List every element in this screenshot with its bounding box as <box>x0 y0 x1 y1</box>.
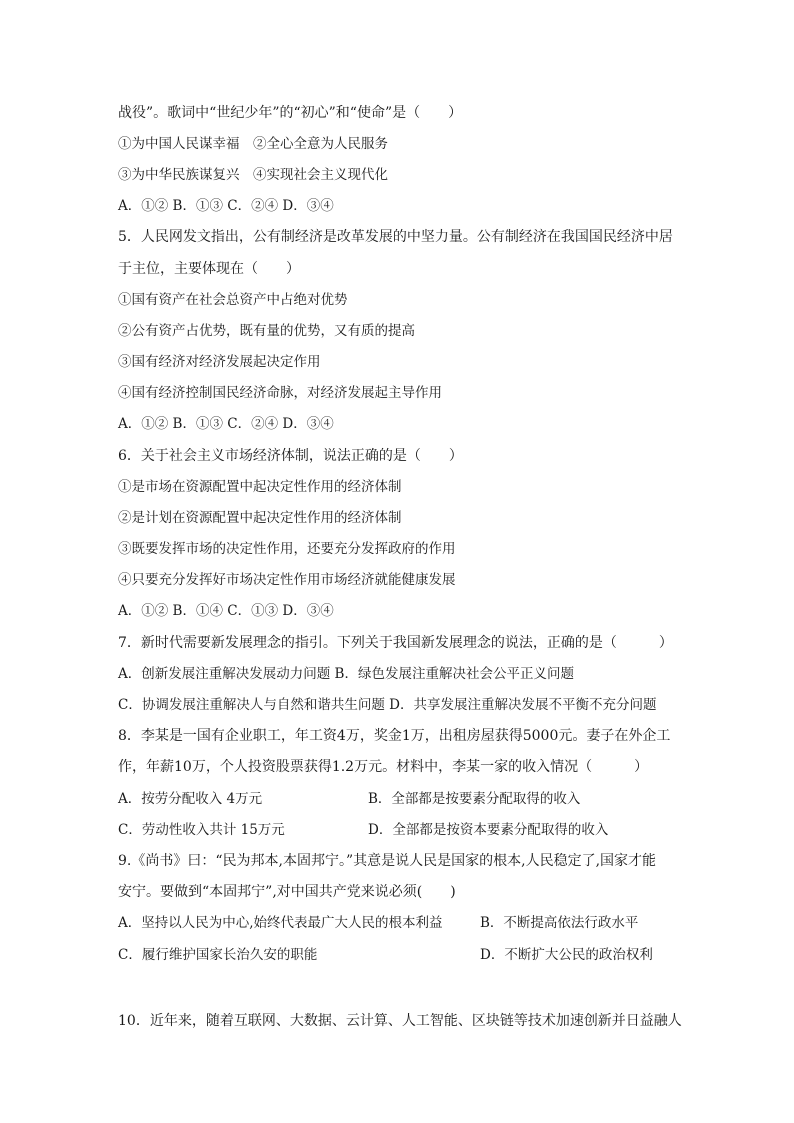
q5-statement-2: ②公有资产占优势，既有量的优势，又有质的提高 <box>118 323 415 339</box>
q5-statement-4: ④国有经济控制国民经济命脉，对经济发展起主导作用 <box>118 385 442 401</box>
q8-stem-line2: 作，年薪10万，个人投资股票获得1.2万元。材料中，李某一家的收入情况（ ） <box>118 759 649 775</box>
q7-options-c-d: C．协调发展注重解决人与自然和谐共生问题 D．共享发展注重解决发展不平衡不充分问题 <box>118 697 657 713</box>
q9-option-c: C．履行维护国家长治久安的职能 <box>118 947 318 963</box>
q6-stem: 6．关于社会主义市场经济体制，说法正确的是（ ） <box>118 448 463 464</box>
q4-statements-3-4: ③为中华民族谋复兴 ④实现社会主义现代化 <box>118 167 388 183</box>
q8-option-a: A．按劳分配收入 4万元 <box>118 791 263 807</box>
q4-statements-1-2: ①为中国人民谋幸福 ②全心全意为人民服务 <box>118 136 388 152</box>
q5-stem-line1: 5．人民网发文指出，公有制经济是改革发展的中坚力量。公有制经济在我国国民经济中居 <box>118 229 673 245</box>
q6-statement-3: ③既要发挥市场的决定性作用，还要充分发挥政府的作用 <box>118 541 456 557</box>
q8-option-b: B．全部都是按要素分配取得的收入 <box>368 791 581 807</box>
q4-choices: A．①② B．①③ C．②④ D．③④ <box>118 198 334 214</box>
q8-option-c: C．劳动性收入共计 15万元 <box>118 822 285 838</box>
q7-options-a-b: A．创新发展注重解决发展动力问题 B．绿色发展注重解决社会公平正义问题 <box>118 666 574 682</box>
q5-stem-line2: 于主位，主要体现在（ ） <box>118 261 300 277</box>
q6-statement-2: ②是计划在资源配置中起决定性作用的经济体制 <box>118 510 402 526</box>
q9-option-b: B．不断提高依法行政水平 <box>480 915 639 931</box>
q9-stem-line2: 安宁。要做到“本固邦宁”,对中国共产党来说必须( ) <box>118 884 456 900</box>
q9-stem-line1: 9.《尚书》曰：“民为邦本,本固邦宁。”其意是说人民是国家的根本,人民稳定了,国家才能 <box>118 853 657 869</box>
q9-option-d: D．不断扩大公民的政治权利 <box>480 947 653 963</box>
q6-statement-4: ④只要充分发挥好市场决定性作用市场经济就能健康发展 <box>118 572 456 588</box>
q5-choices: A．①② B．①③ C．②④ D．③④ <box>118 416 334 432</box>
q6-statement-1: ①是市场在资源配置中起决定性作用的经济体制 <box>118 479 402 495</box>
q5-statement-3: ③国有经济对经济发展起决定作用 <box>118 354 321 370</box>
q7-stem: 7．新时代需要新发展理念的指引。下列关于我国新发展理念的说法，正确的是（ ） <box>118 635 673 651</box>
q9-option-a: A．坚持以人民为中心,始终代表最广大人民的根本利益 <box>118 915 443 931</box>
q4-stem-continued: 战役”。歌词中“世纪少年”的“初心”和“使命”是（ ） <box>118 105 463 121</box>
q6-choices: A．①② B．①④ C．①③ D．③④ <box>118 603 334 619</box>
q10-stem: 10．近年来，随着互联网、大数据、云计算、人工智能、区块链等技术加速创新并日益融人 <box>118 1013 682 1029</box>
q8-stem-line1: 8．李某是一国有企业职工，年工资4万，奖金1万，出租房屋获得5000元。妻子在外企工 <box>118 728 671 744</box>
q5-statement-1: ①国有资产在社会总资产中占绝对优势 <box>118 292 348 308</box>
q8-option-d: D．全部都是按资本要素分配取得的收入 <box>368 822 609 838</box>
